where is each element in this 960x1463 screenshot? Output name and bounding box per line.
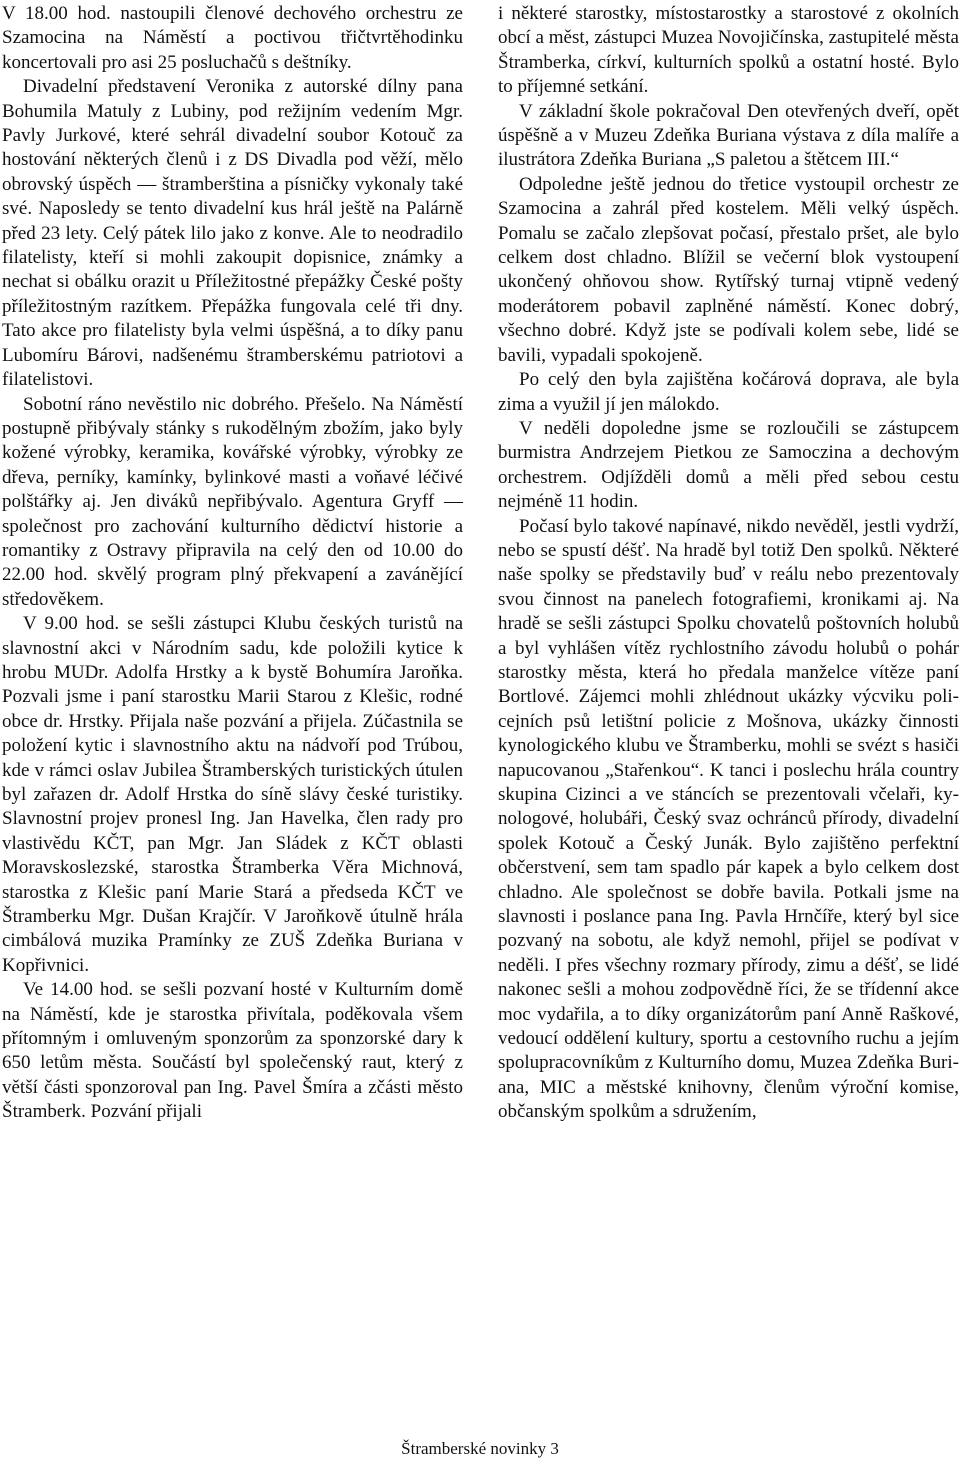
paragraph: V základní škole pokračoval Den otevřených dveří, opět úspěšně a v Muzeu Zdeňka Buriana výstava z díla malíře a ilustrátora Zdeňka Buriana „S paletou a štětcem III.“ <box>498 100 959 171</box>
paragraph: V 9.00 hod. se sešli zástupci Klubu českých turistů na slavnostní akci v Národním sadu, kde položili kytice k hrobu MUDr. Adolfa Hrstky a k bystě Bohumíra Jaroňka. Pozvali jsme i paní starostku Marii Starou z Klešic, rodné obce dr. Hrstky. Přijala naše pozvání a přijela. Zúčastnila se položení kytic i slavnostního aktu na nádvoří pod Trúbou, kde v rámci oslav Jubilea Štramberských turistických útulen byl zařazen dr. Adolf Hrstka do síně slávy české turistiky. Slavnostní projev pronesl Ing. Jan Havelka, člen rady pro vlastivědu KČT, pan Mgr. Jan Sládek z KČT oblasti Moravskoslezské, starostka Štramberka Věra Michnová, starostka z Klešic paní Marie Stará a předseda KČT ve Štramberku Mgr. Dušan Krajčír. V Jaroňkově útulně hrála cimbálová muzika Pramínky ze ZUŠ Zdeňka Buriana v Kopřivnici. <box>2 613 463 976</box>
paragraph: Odpoledne ještě jednou do třetice vystoupil orchestr ze Szamocina a zahrál před kostelem. Měli velký úspěch. Pomalu se začalo zlepšovat počasí, přestalo pršet, ale bylo celkem dost chladno. Blížil se večerní blok vystoupení ukončený ohňovou show. Rytířský turnaj vtipně vedený moderátorem pobavil zaplněné náměstí. Konec dobrý, všechno dobré. Když jste se podívali kolem sebe, lidé se bavili, vypadali spokojeně. <box>498 173 959 366</box>
left-column <box>2 2 463 1125</box>
paragraph: Po celý den byla zajištěna kočárová doprava, ale byla zima a využil jí jen málokdo. <box>498 369 959 415</box>
paragraph: Ve 14.00 hod. se sešli pozvaní hosté v Kulturním domě na Náměstí, kde je starostka přivítala, poděkovala všem přítomným i omluveným sponzorům za sponzorské dary k 650 letům města. Součástí byl společenský raut, který z větší části sponzoroval pan Ing. Pavel Šmíra a zčásti město Štramberk. Pozvání přijali <box>2 979 463 1123</box>
paragraph: Počasí bylo takové napínavé, nikdo nevěděl, jestli vydrží, nebo se spustí déšť. Na hradě byl totiž Den spolků. Některé naše spolky se představily buď v reálu nebo prezentovaly svou činnost na panelech fotografiemi, kronikami aj. Na hradě se sešli zástupci Spolku chovatelů poštovních holubů a byl vyhlášen vítěz rychlostního závodu holubů o pohár starostky města, která ho předala manželce vítěze paní Bortlové. Zájemci mohli zhlédnout ukázky výcviku policejních psů letištní policie z Mošnova, ukázky činnosti kynologického klubu ve Štramberku, mohli se svézt s hasiči napucovanou „Stařenkou“. K tanci i poslechu hrála country skupina Cizinci a ve stáncích se prezentovali včelaři, kynologové, holubáři, Český svaz ochránců přírody, divadelní spolek Kotouč a Český Junák. Bylo zajištěno perfektní občerstvení, sem tam spadlo pár kapek a bylo celkem dost chladno. Ale společnost se dobře bavila. Potkali jsme na slavnosti i poslance pana Ing. Pavla Hrnčíře, který byl sice pozvaný na sobotu, ale když nemohl, přijel se podívat v neděli. I přes všechny rozmary přírody, zimu a déšť, se lidé nakonec sešli a mohou zodpovědně říci, že se třídenní akce moc vydařila, a to díky organizátorům paní Anně Raškové, vedoucí oddělení kultury, sportu a cestovního ruchu a jejím spolupracovníkům z Kulturního domu, Muzea Zdeňka Buriana, MIC a městské knihovny, členům výroční komise, občanským spolkům a sdružením, <box>498 515 959 1123</box>
page-footer: Štramberské novinky 3 <box>401 1439 559 1458</box>
right-column <box>498 2 959 1125</box>
paragraph: Divadelní představení Veronika z autorské dílny pana Bohumila Matuly z Lubiny, pod režijním vedením Mgr. Pavly Jurkové, které sehrál divadelní soubor Kotouč za hostování některých členů i z DS Divadla pod věží, mělo obrovský úspěch — štramberština a písničky vykonaly také své. Naposledy se tento divadelní kus hrál ještě na Palárně před 23 lety. Celý pátek lilo jako z konve. Ale to neodradilo filatelisty, kteří si mohli zakoupit dopisnice, známky a nechat si obálku orazit u Příležitostné přepážky České pošty příležitostným razítkem. Přepážka fungovala celé tři dny. Tato akce pro filatelisty byla velmi úspěšná, a to díky panu Lubomíru Bárovi, nadšenému štramberskému patriotovi a filatelistovi. <box>2 76 463 391</box>
paragraph: i některé starostky, místostarostky a starostové z okolních obcí a měst, zástupci Muzea Novojičínska, zastupitelé města Štramberka, církví, kulturních spolků a ostatní hosté. Bylo to příjemné setkání. <box>498 3 959 98</box>
paragraph: Sobotní ráno nevěstilo nic dobrého. Přešelo. Na Náměstí postupně přibývaly stánky s rukodělným zbožím, jako byly kožené výrobky, keramika, kovářské výrobky, výrobky ze dřeva, perníky, kamínky, bylinkové masti a voňavé léčivé polštářky aj. Jen diváků nepřibývalo. Agentura Gryff — společnost pro zachování kulturního dědictví historie a romantiky z Ostravy připravila na celý den od 10.00 do 22.00 hod. skvělý program plný překvapení a zavánějící středověkem. <box>2 393 463 610</box>
paragraph: V 18.00 hod. nastoupili členové dechového orchestru ze Szamocina na Náměstí a poctivou třičtvrtěhodinku koncertovali pro asi 25 posluchačů s deštníky. <box>2 3 463 73</box>
paragraph: V neděli dopoledne jsme se rozloučili se zástupcem burmistra Andrzejem Pietkou ze Samoczina a dechovým orchestrem. Odjížděli domů a měli před sebou cestu nejméně 11 hodin. <box>498 417 959 513</box>
